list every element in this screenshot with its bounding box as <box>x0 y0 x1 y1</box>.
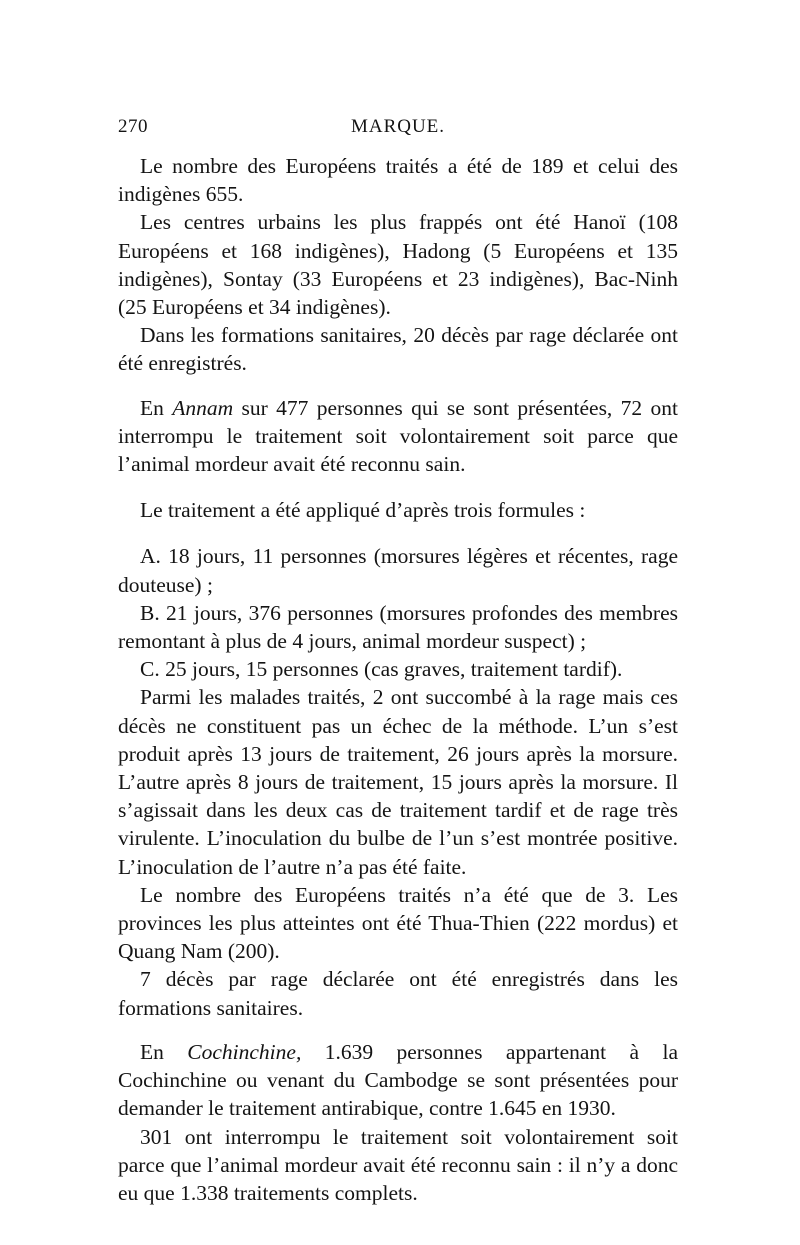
cochinchine-prefix: En <box>140 1039 188 1064</box>
paragraph-formulas-intro: Le traitement a été appliqué d’après trois formules : <box>140 498 586 523</box>
paragraph-annam-deaths: 7 décès par rage déclarée ont été enregistrés dans les formations sanitaires. <box>118 967 678 1020</box>
cochinchine-place: Cochinchine, <box>187 1039 302 1064</box>
paragraph-interrupted: 301 ont interrompu le traitement soit volontairement soit parce que l’animal mordeur avait été reconnu sain : il n’y a donc eu que 1.338 traitements complets. <box>118 1124 678 1205</box>
paragraph-annam <box>118 394 678 479</box>
page-header <box>118 116 678 142</box>
paragraph-annam-provinces: Le nombre des Européens traités n’a été que de 3. Les provinces les plus atteintes ont été Thua-Thien (222 mordus) et Quang Nam (200). <box>118 882 678 964</box>
annam-rest: sur 477 personnes qui se sont présentées, 72 ont interrompu le traitement soit volontairement soit parce que l’animal mordeur avait été reconnu sain. <box>118 395 678 477</box>
page-body <box>118 152 678 1207</box>
cochinchine-rest: 1.639 personnes appartenant à la Cochinchine ou venant du Cambodge se sont présentées pour demander le traitement antirabique, contre 1.645 en 1930. <box>118 1039 678 1121</box>
annam-prefix: En <box>140 395 173 420</box>
annam-place: Annam <box>172 395 234 420</box>
paragraph-deaths-analysis: Parmi les malades traités, 2 ont succombé à la rage mais ces décès ne constituent pas un échec de la méthode. L’un s’est produit après 13 jours de traitement, 26 jours après la morsure. L’autre après 8 jours de traitement, 15 jours après la morsure. Il s’agissait dans les deux cas de traitement tardif et de rage très virulente. L’inoculation du bulbe de l’un s’est montrée positive. L’inoculation de l’autre n’a pas été faite. <box>118 685 678 879</box>
formula-b: B. 21 jours, 376 personnes (morsures profondes des membres remontant à plus de 4 jours, animal mordeur suspect) ; <box>118 600 678 654</box>
paragraph-europeans-count: Le nombre des Européens traités a été de 189 et celui des indigènes 655. <box>118 154 678 207</box>
page-number: 270 <box>118 116 148 137</box>
paragraph-sanitary-deaths: Dans les formations sanitaires, 20 décès par rage déclarée ont été enregistrés. <box>118 323 678 376</box>
paragraph-cochinchine <box>118 1038 678 1123</box>
paragraph-urban-centers: Les centres urbains les plus frappés ont été Hanoï (108 Européens et 168 indigènes), Hadong (5 Européens et 135 indigènes), Sontay (33 Européens et 23 indigènes), Bac-Ninh (25 Européens et 34 indigènes). <box>118 210 678 320</box>
running-title: MARQUE. <box>350 116 446 137</box>
formula-c: C. 25 jours, 15 personnes (cas graves, traitement tardif). <box>140 657 623 682</box>
formula-a: A. 18 jours, 11 personnes (morsures légères et récentes, rage douteuse) ; <box>118 544 678 597</box>
